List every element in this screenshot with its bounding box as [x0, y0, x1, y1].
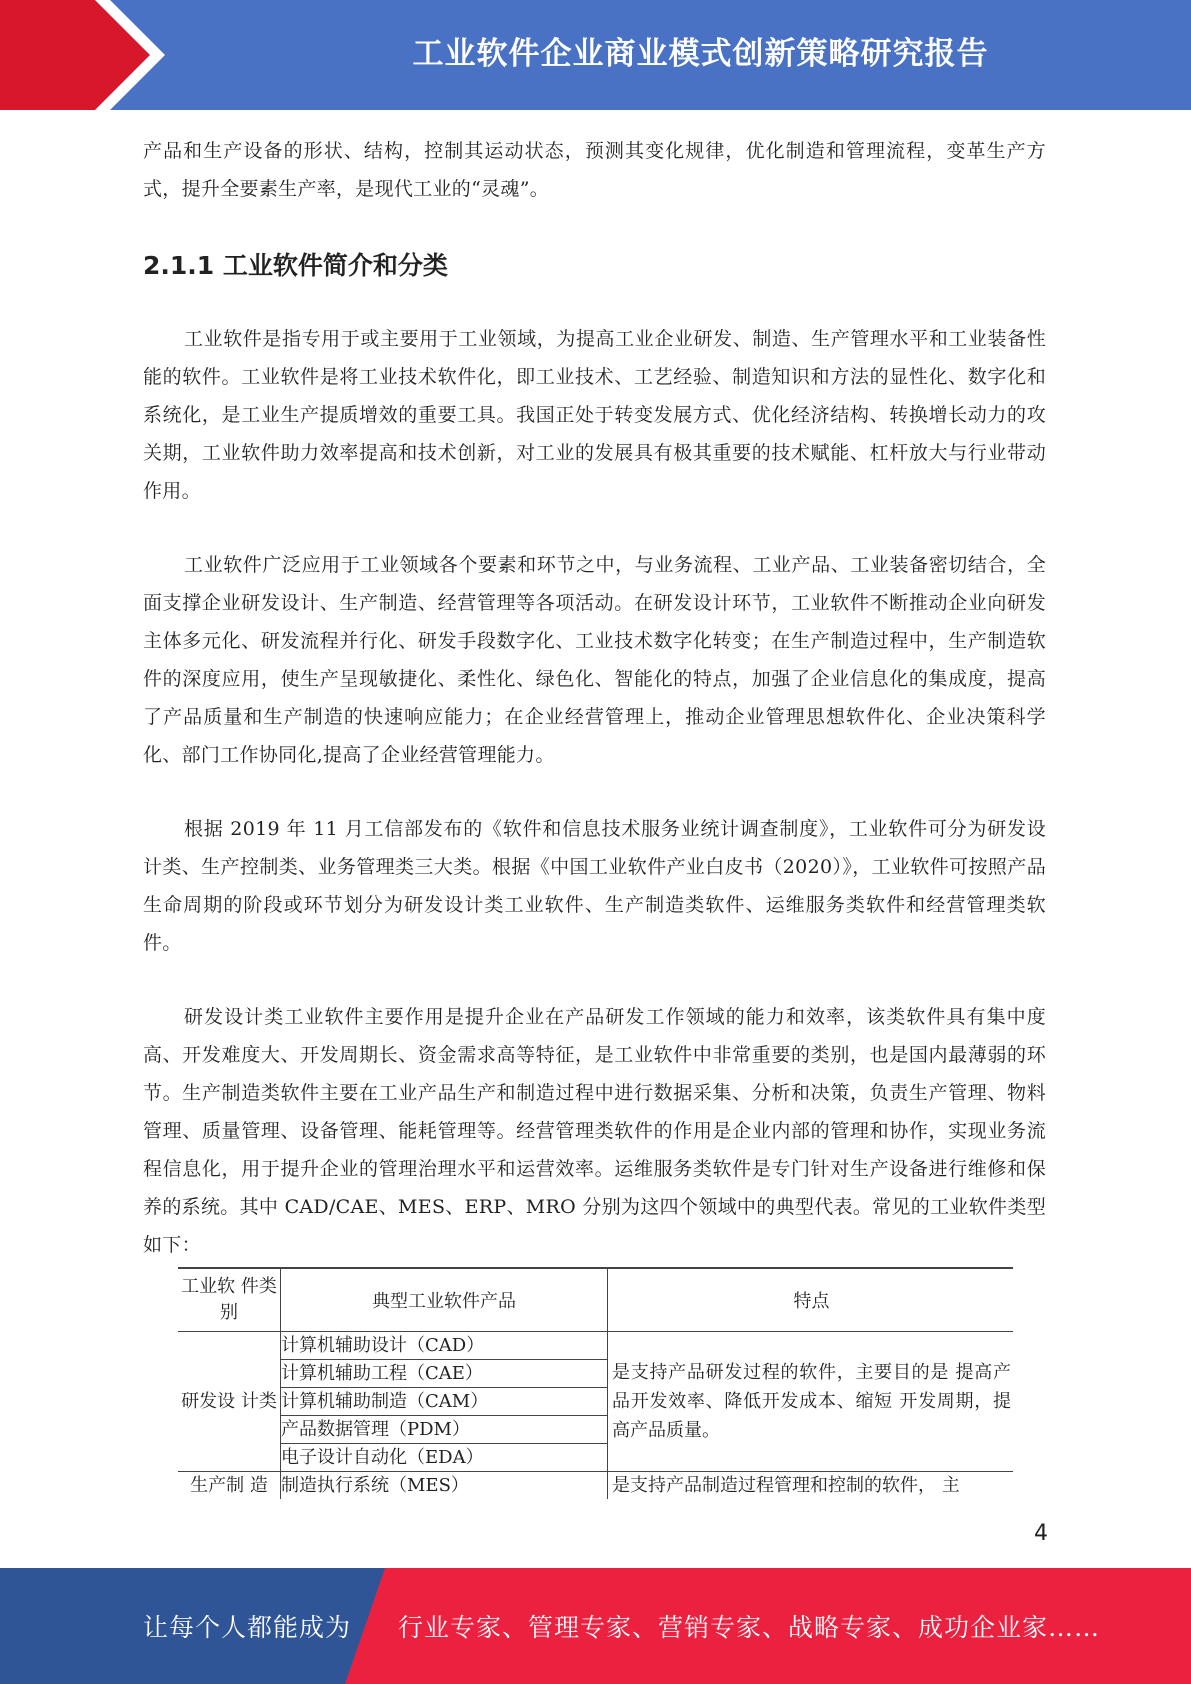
report-title: 工业软件企业商业模式创新策略研究报告	[412, 36, 989, 72]
product-item: 计算机辅助设计（CAD）	[281, 1332, 607, 1360]
paragraph-2: 工业软件广泛应用于工业领域各个要素和环节之中，与业务流程、工业产品、工业装备密切结合，全面支撑企业研发设计、生产制造、经营管理等各项活动。在研发设计环节，工业软件不断推动企业向研发主体多元化、研发流程并行化、研发手段数字化、工业技术数字化转变；在生产制造过程中，生产制造软件的深度应用，使生产呈现敏捷化、柔性化、绿色化、智能化的特点，加强了企业信息化的集成度，提高了产品质量和生产制造的快速响应能力；在企业经营管理上，推动企业管理思想软件化、企业决策科学化、部门工作协同化,提高了企业经营管理能力。	[143, 554, 1046, 766]
paragraph-1: 工业软件是指专用于或主要用于工业领域，为提高工业企业研发、制造、生产管理水平和工业装备性能的软件。工业软件是将工业技术软件化，即工业技术、工艺经验、制造知识和方法的显性化、数字化和系统化，是工业生产提质增效的重要工具。我国正处于转变发展方式、优化经济结构、转换增长动力的攻关期，工业软件助力效率提高和技术创新，对工业的发展具有极其重要的技术赋能、杠杆放大与行业带动作用。	[143, 328, 1046, 502]
page-footer	[0, 1568, 1191, 1684]
table-cell-feature: 是支持产品研发过程的软件，主要目的是 提高产品开发效率、降低开发成本、缩短 开发周期，提高产品质量。	[608, 1332, 1014, 1472]
product-item: 产品数据管理（PDM）	[281, 1416, 607, 1444]
product-item: 计算机辅助制造（CAM）	[281, 1388, 607, 1416]
table-header-category: 工业软 件类别	[178, 1268, 281, 1332]
table-cell-feature: 是支持产品制造过程管理和控制的软件， 主	[612, 1475, 960, 1496]
product-item: 电子设计自动化（EDA）	[281, 1447, 484, 1468]
main-content	[143, 132, 1046, 1264]
footer-slogan-left: 让每个人都能成为	[143, 1613, 352, 1642]
product-item: 计算机辅助工程（CAE）	[281, 1360, 607, 1388]
paragraph-4: 研发设计类工业软件主要作用是提升企业在产品研发工作领域的能力和效率，该类软件具有集中度高、开发难度大、开发周期长、资金需求高等特征，是工业软件中非常重要的类别，也是国内最薄弱的环节。生产制造类软件主要在工业产品生产和制造过程中进行数据采集、分析和决策，负责生产管理、物料管理、质量管理、设备管理、能耗管理等。经营管理类软件的作用是企业内部的管理和协作，实现业务流程信息化，用于提升企业的管理治理水平和运营效率。运维服务类软件是专门针对生产设备进行维修和保养的系统。其中 CAD/CAE、MES、ERP、MRO 分别为这四个领域中的典型代表。常见的工业软件类型如下：	[143, 1006, 1046, 1256]
table-header-features: 特点	[608, 1268, 1014, 1332]
table-cell-products	[281, 1472, 608, 1500]
section-heading: 2.1.1 工业软件简介和分类	[143, 251, 448, 280]
table-header-products: 典型工业软件产品	[281, 1268, 608, 1332]
table-row	[178, 1472, 1013, 1500]
table-header-row	[178, 1268, 1013, 1332]
page-header	[0, 0, 1191, 110]
footer-slogan-right: 行业专家、管理专家、营销专家、战略专家、成功企业家……	[398, 1613, 1101, 1642]
software-type-table	[178, 1267, 1013, 1499]
intro-paragraph: 产品和生产设备的形状、结构，控制其运动状态，预测其变化规律，优化制造和管理流程，变革生产方式，提升全要素生产率，是现代工业的“灵魂”。	[143, 140, 1046, 200]
table-cell-products	[281, 1332, 608, 1472]
table-cell-category: 研发设 计类	[178, 1332, 281, 1472]
paragraph-3: 根据 2019 年 11 月工信部发布的《软件和信息技术服务业统计调查制度》，工业软件可分为研发设计类、生产控制类、业务管理类三大类。根据《中国工业软件产业白皮书（2020）》，工业软件可按照产品生命周期的阶段或环节划分为研发设计类工业软件、生产制造类软件、运维服务类软件和经营管理类软件。	[143, 818, 1046, 954]
table-row	[178, 1332, 1013, 1472]
table-cell-category: 生产制 造	[190, 1475, 268, 1496]
page-number: 4	[1034, 1521, 1048, 1546]
product-item: 制造执行系统（MES）	[281, 1475, 469, 1496]
